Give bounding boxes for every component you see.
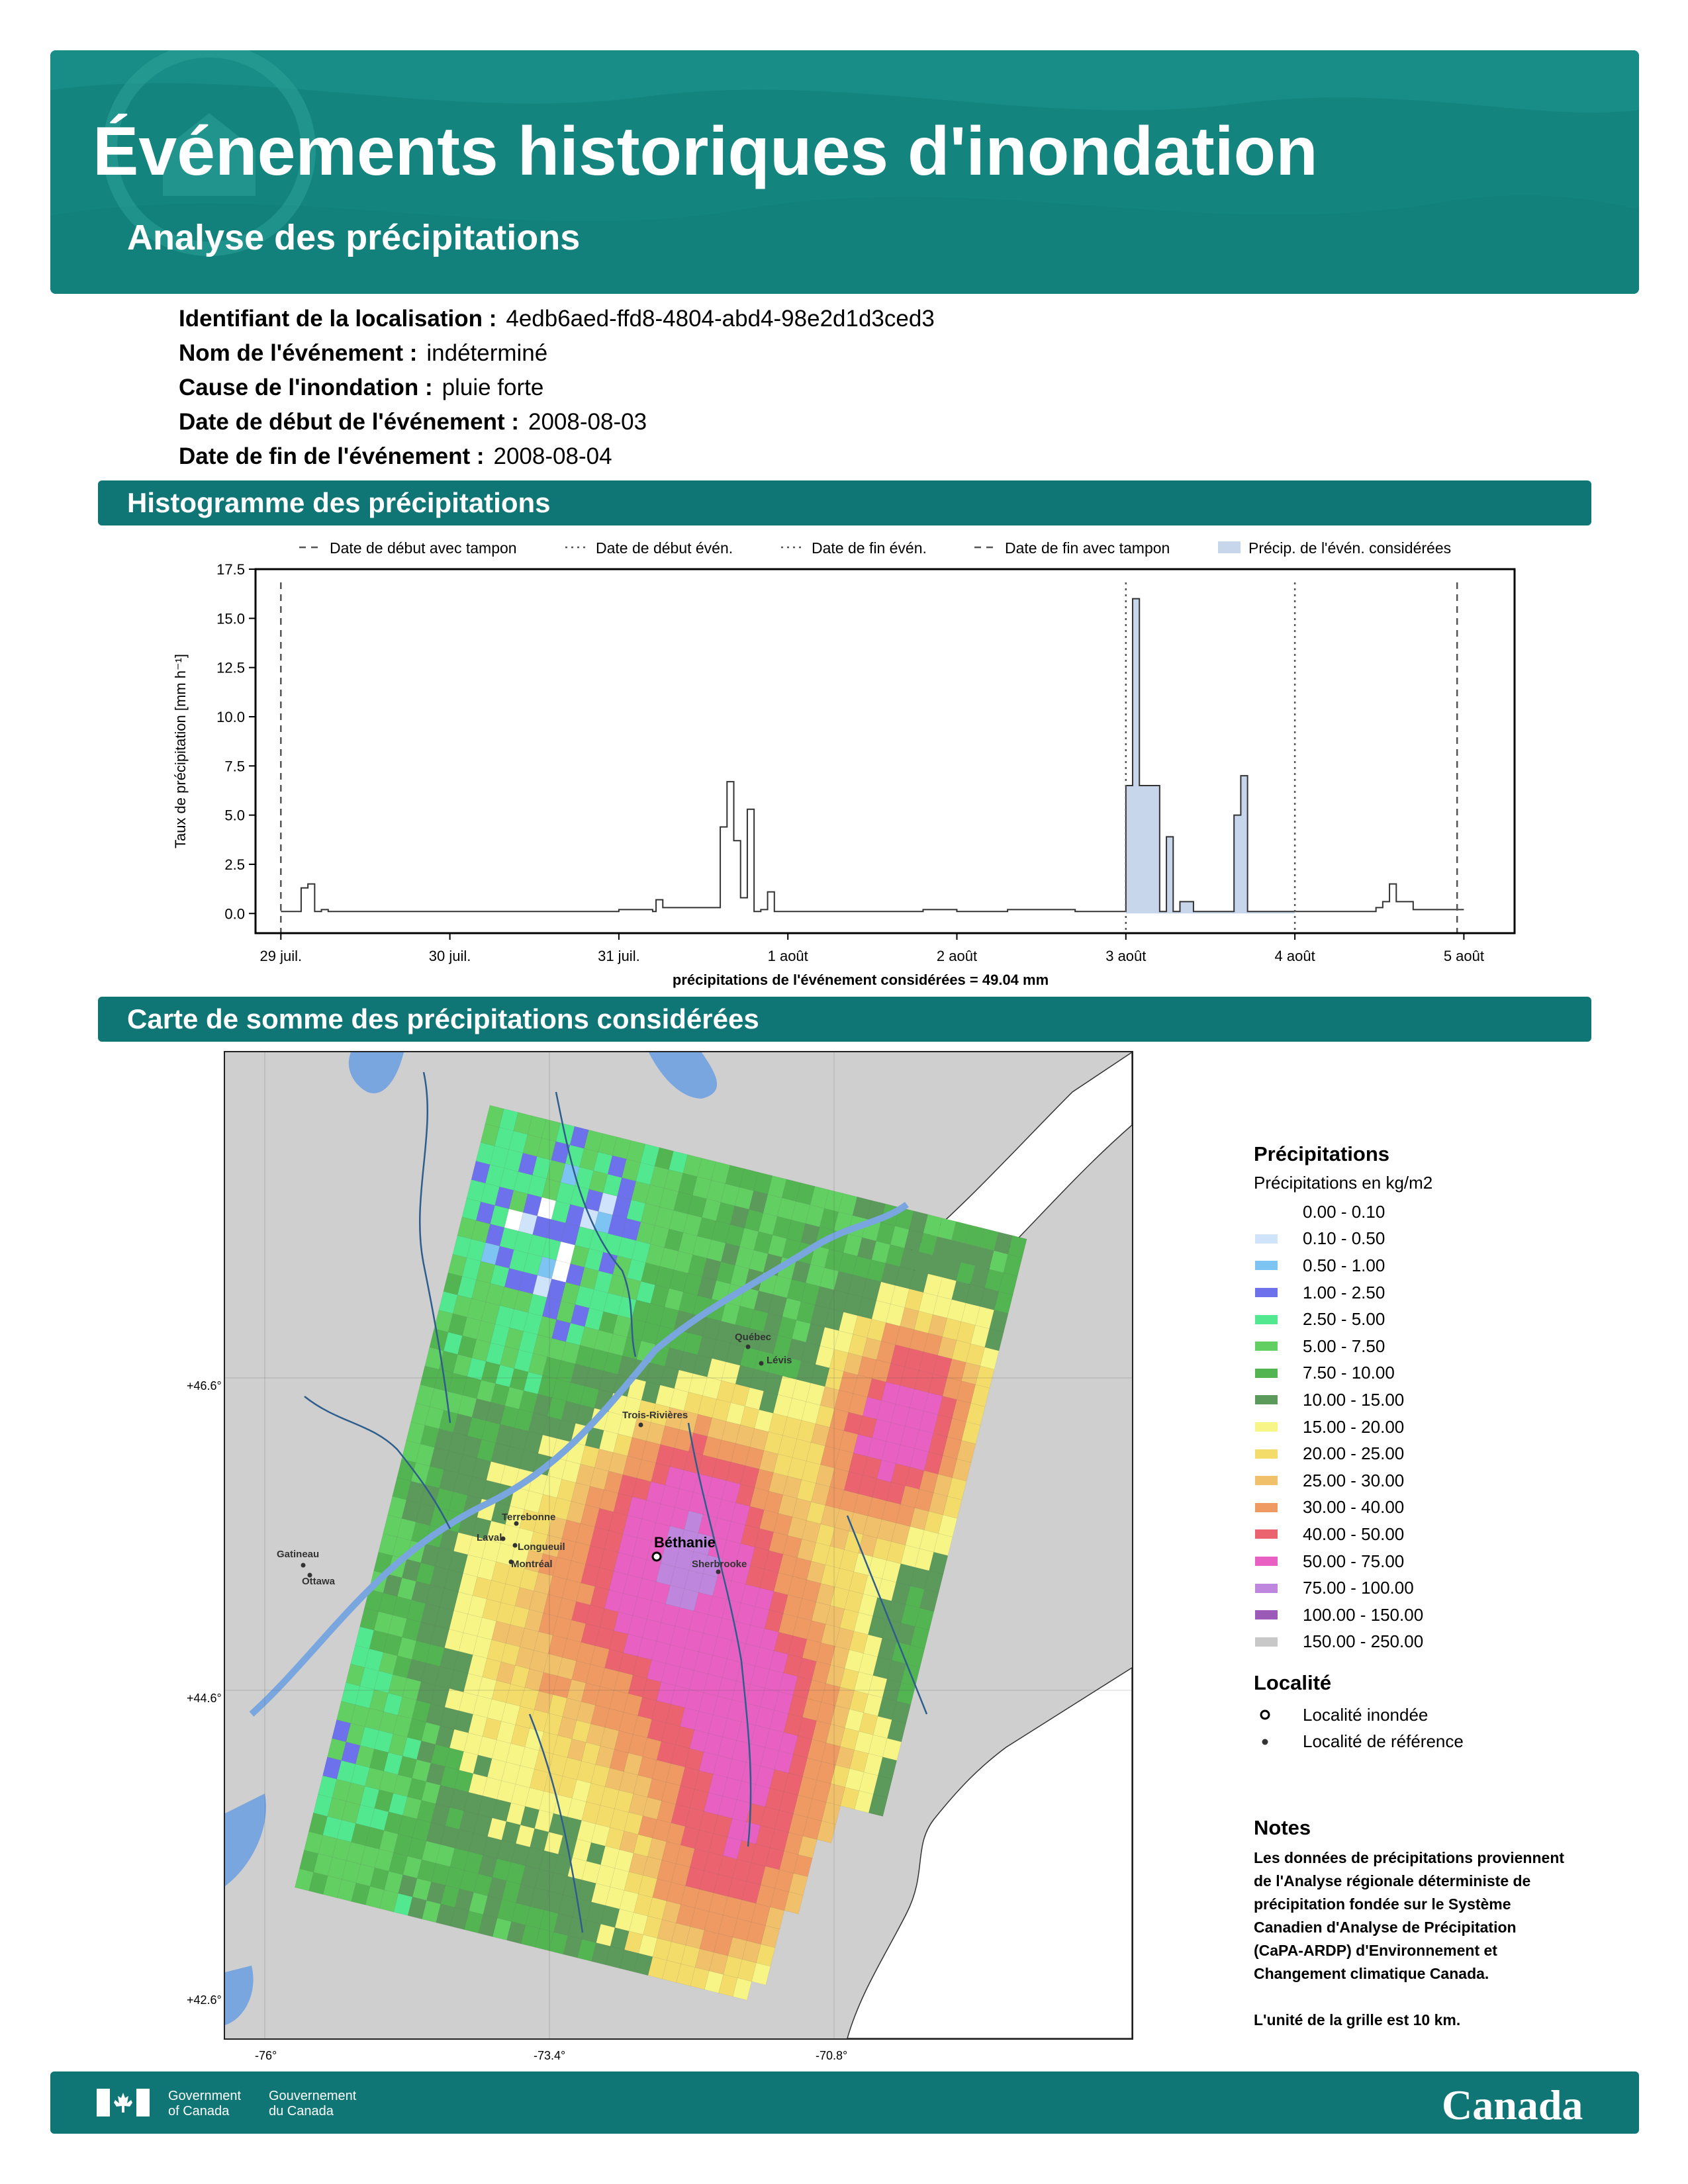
info-value: 2008-08-04: [493, 443, 612, 469]
section-title: Carte de somme des précipitations considérées: [127, 1003, 759, 1034]
y-tick-label: 2.5: [224, 856, 245, 873]
legend-class-label: 7.50 - 10.00: [1303, 1363, 1395, 1383]
legend-label: Date de début évén.: [596, 539, 733, 557]
y-tick-label: 5.0: [224, 807, 245, 824]
lat-label: +44.6°: [187, 1692, 222, 1705]
legend-color-swatch: [1255, 1342, 1278, 1351]
info-end-date: [179, 443, 612, 470]
precip-rate-line: [281, 599, 1464, 912]
legend-color-swatch: [1255, 1207, 1278, 1216]
precipitation-map-canvas: [225, 1052, 1132, 2038]
reference-locality-marker: [716, 1570, 721, 1574]
lake-shape: [649, 1052, 717, 1099]
lake-shape: [349, 1052, 404, 1093]
x-tick-label: 2 août: [936, 948, 978, 964]
legend-color-swatch: [1255, 1557, 1278, 1566]
legend-class-label: 100.00 - 150.00: [1303, 1604, 1424, 1625]
legend-class-item: [1254, 1252, 1624, 1279]
x-tick-label: 31 juil.: [598, 948, 640, 964]
place-label: Québec: [735, 1332, 772, 1343]
lat-label: +42.6°: [187, 1993, 222, 2007]
info-value: pluie forte: [442, 375, 544, 400]
legend-label: Date de fin avec tampon: [1005, 539, 1170, 557]
legend-class-label: 20.00 - 25.00: [1303, 1443, 1405, 1464]
legend-color-swatch: [1255, 1422, 1278, 1432]
legend-class-item: [1254, 1602, 1624, 1629]
government-of-canada-text: Government of Canada: [168, 2089, 242, 2118]
info-label: Nom de l'événement :: [179, 340, 418, 366]
legend-locality-label: Localité inondée: [1303, 1704, 1429, 1725]
y-tick-label: 15.0: [216, 610, 245, 627]
map-legend: [1254, 1142, 1624, 1755]
legend-class-item: [1254, 1199, 1624, 1226]
canada-flag-icon: [97, 2089, 150, 2116]
legend-class-list: [1254, 1199, 1624, 1655]
info-value: indéterminé: [426, 340, 548, 366]
legend-class-item: [1254, 1279, 1624, 1306]
y-tick-label: 7.5: [224, 758, 245, 775]
legend-color-swatch: [1255, 1476, 1278, 1485]
legend-class-label: 40.00 - 50.00: [1303, 1524, 1405, 1544]
reference-locality-marker: [639, 1423, 643, 1428]
reference-locality-marker: [759, 1361, 764, 1366]
lon-label: -70.8°: [816, 2049, 848, 2062]
legend-class-label: 25.00 - 30.00: [1303, 1470, 1405, 1490]
plot-frame: [256, 569, 1515, 933]
legend-class-item: [1254, 1494, 1624, 1522]
lake-ontario-shape: [225, 1794, 266, 1886]
legend-class-item: [1254, 1333, 1624, 1360]
legend-class-label: 0.10 - 0.50: [1303, 1228, 1385, 1249]
legend-class-label: 5.00 - 7.50: [1303, 1336, 1385, 1356]
place-label: Ottawa: [302, 1576, 336, 1587]
lake-shape: [225, 1966, 254, 2025]
info-value: 4edb6aed-ffd8-4804-abd4-98e2d1d3ced3: [506, 306, 935, 332]
legend-class-label: 50.00 - 75.00: [1303, 1551, 1405, 1571]
legend-color-swatch: [1255, 1395, 1278, 1404]
legend-subtitle: Précipitations en kg/m2: [1254, 1173, 1433, 1193]
notes-title: Notes: [1254, 1816, 1311, 1839]
y-tick-label: 10.0: [216, 708, 245, 725]
info-label: Date de début de l'événement :: [179, 409, 519, 435]
info-label: Date de fin de l'événement :: [179, 443, 485, 469]
place-label: Trois-Rivières: [622, 1410, 688, 1421]
place-label: Sherbrooke: [692, 1559, 747, 1570]
info-start-date: [179, 409, 647, 435]
reference-locality-marker: [746, 1345, 751, 1349]
legend-color-swatch: [1255, 1610, 1278, 1619]
filled-dot-icon: [1254, 1738, 1276, 1746]
legend-color-swatch: [1255, 1369, 1278, 1378]
lon-label: -73.4°: [534, 2049, 566, 2062]
legend-class-label: 1.00 - 2.50: [1303, 1282, 1385, 1302]
gouvernement-du-canada-text: Gouvernement du Canada: [269, 2089, 357, 2118]
info-label: Identifiant de la localisation :: [179, 306, 497, 332]
legend-title: Précipitations: [1254, 1142, 1389, 1165]
legend-color-swatch: [1255, 1315, 1278, 1324]
notes-panel: [1254, 1816, 1624, 2032]
legend-color-swatch: [1255, 1584, 1278, 1593]
locality-legend-title: Localité: [1254, 1671, 1332, 1695]
legend-class-item: [1254, 1521, 1624, 1548]
place-label: Lévis: [767, 1355, 792, 1366]
legend-locality-reference: [1254, 1729, 1624, 1756]
legend-color-swatch: [1255, 1449, 1278, 1459]
notes-text: Les données de précipitations proviennent de l'Analyse régionale déterministe de précipitation fondée sur le Système Canadien d'Analyse de Précipitation (CaPA-ARDP) d'Environnement et Changement climatique Canada. L'unité de la grille est 10 km.: [1254, 1849, 1565, 2028]
y-tick-label: 17.5: [216, 561, 245, 578]
x-tick-label: 4 août: [1274, 948, 1315, 964]
flooded-locality-marker: [653, 1553, 661, 1561]
legend-class-label: 150.00 - 250.00: [1303, 1631, 1424, 1652]
legend-class-label: 0.00 - 0.10: [1303, 1201, 1385, 1222]
legend-color-swatch: [1255, 1234, 1278, 1244]
event-precip-area: [1126, 599, 1295, 914]
legend-class-label: 15.00 - 20.00: [1303, 1416, 1405, 1437]
legend-class-item: [1254, 1414, 1624, 1441]
page-title: Événements historiques d'inondation: [93, 113, 1318, 190]
place-label: Béthanie: [654, 1534, 716, 1551]
reference-locality-marker: [301, 1563, 306, 1568]
chart-legend: [299, 539, 1451, 557]
info-flood-cause: [179, 375, 543, 401]
legend-color-swatch: [1255, 1529, 1278, 1539]
precipitation-map: [224, 1051, 1133, 2040]
place-label: Terrebonne: [502, 1512, 556, 1523]
legend-color-swatch: [1255, 1503, 1278, 1512]
legend-class-item: [1254, 1360, 1624, 1387]
legend-class-label: 0.50 - 1.00: [1303, 1255, 1385, 1275]
legend-color-swatch: [1255, 1637, 1278, 1647]
legend-label: Date de début avec tampon: [330, 539, 517, 557]
legend-color-swatch: [1255, 1288, 1278, 1297]
info-value: 2008-08-03: [528, 409, 647, 435]
legend-class-label: 30.00 - 40.00: [1303, 1497, 1405, 1518]
page-subtitle: Analyse des précipitations: [127, 218, 581, 257]
x-tick-label: 29 juil.: [259, 948, 303, 964]
info-event-name: [179, 340, 547, 367]
x-tick-label: 3 août: [1105, 948, 1147, 964]
place-label: Laval: [477, 1532, 502, 1543]
y-tick-label: 0.0: [224, 905, 245, 923]
legend-class-item: [1254, 1629, 1624, 1656]
legend-class-label: 2.50 - 5.00: [1303, 1309, 1385, 1330]
open-circle-icon: [1254, 1709, 1276, 1720]
legend-label: Précip. de l'évén. considérées: [1248, 539, 1452, 557]
legend-class-item: [1254, 1574, 1624, 1602]
place-label: Longueuil: [518, 1541, 565, 1553]
x-axis-label: précipitations de l'événement considérées = 49.04 mm: [672, 972, 1049, 988]
x-tick-label: 30 juil.: [428, 948, 471, 964]
section-header-map: [98, 997, 1591, 1042]
canada-wordmark: Canada: [1442, 2081, 1583, 2128]
legend-class-item: [1254, 1548, 1624, 1575]
legend-class-item: [1254, 1467, 1624, 1494]
legend-locality-flooded: [1254, 1702, 1624, 1729]
legend-label: Date de fin évén.: [812, 539, 927, 557]
section-header-histogram: [98, 480, 1591, 525]
reference-locality-marker: [513, 1543, 518, 1548]
place-label: Gatineau: [277, 1549, 320, 1560]
lat-label: +46.6°: [187, 1379, 222, 1392]
x-tick-label: 5 août: [1443, 948, 1484, 964]
legend-class-item: [1254, 1440, 1624, 1467]
legend-swatch: [1218, 541, 1241, 553]
precipitation-histogram-chart: [159, 529, 1549, 993]
y-tick-label: 12.5: [216, 659, 245, 676]
legend-locality-label: Localité de référence: [1303, 1731, 1464, 1752]
info-label: Cause de l'inondation :: [179, 375, 433, 400]
legend-class-item: [1254, 1387, 1624, 1414]
x-tick-label: 1 août: [767, 948, 808, 964]
legend-class-label: 10.00 - 15.00: [1303, 1389, 1405, 1410]
legend-class-label: 75.00 - 100.00: [1303, 1578, 1414, 1598]
place-label: Montréal: [511, 1559, 553, 1570]
legend-class-item: [1254, 1226, 1624, 1253]
footer-bar: [50, 2071, 1639, 2134]
info-location-id: [179, 306, 935, 332]
lon-label: -76°: [255, 2049, 277, 2062]
legend-color-swatch: [1255, 1261, 1278, 1270]
section-title: Histogramme des précipitations: [127, 487, 551, 518]
legend-class-item: [1254, 1306, 1624, 1333]
y-axis-label: Taux de précipitation [mm h⁻¹]: [172, 653, 189, 849]
